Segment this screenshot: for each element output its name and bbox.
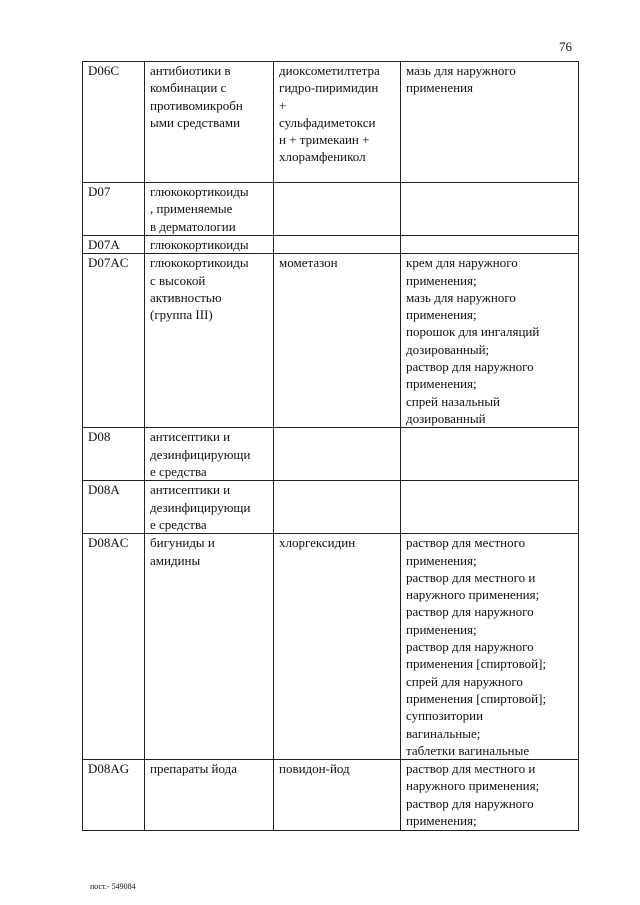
drug-name-cell bbox=[274, 183, 401, 236]
group-name-cell: глюкокортикоиды с высокой активностью (группа III) bbox=[145, 254, 274, 428]
atc-code-cell: D08 bbox=[83, 428, 145, 481]
group-name-cell: антисептики и дезинфицирующи е средства bbox=[145, 428, 274, 481]
table-row bbox=[83, 236, 579, 254]
group-name-cell: глюкокортикоиды bbox=[145, 236, 274, 254]
group-name-cell: глюкокортикоиды , применяемые в дерматологии bbox=[145, 183, 274, 236]
drug-name-cell bbox=[274, 236, 401, 254]
table-row bbox=[83, 481, 579, 534]
drug-name-cell bbox=[274, 481, 401, 534]
dosage-forms-cell bbox=[401, 428, 579, 481]
page-number: 76 bbox=[559, 39, 572, 54]
group-name-cell: антисептики и дезинфицирующи е средства bbox=[145, 481, 274, 534]
group-name-cell: антибиотики в комбинации с противомикробн ыми средствами bbox=[145, 62, 274, 183]
table-row bbox=[83, 183, 579, 236]
dosage-forms-cell bbox=[401, 236, 579, 254]
document-footer: пост.- 549084 bbox=[90, 882, 136, 891]
drug-name-cell: повидон-йод bbox=[274, 760, 401, 831]
group-name-cell: бигуниды и амидины bbox=[145, 534, 274, 760]
atc-code-cell: D08A bbox=[83, 481, 145, 534]
atc-code-cell: D07AC bbox=[83, 254, 145, 428]
atc-code-cell: D06C bbox=[83, 62, 145, 183]
drug-name-cell: хлоргексидин bbox=[274, 534, 401, 760]
drug-name-cell bbox=[274, 428, 401, 481]
atc-code-cell: D07A bbox=[83, 236, 145, 254]
atc-code-cell: D07 bbox=[83, 183, 145, 236]
table-row bbox=[83, 428, 579, 481]
drug-name-cell: диоксометилтетра гидро-пиримидин + сульфадиметокси н + тримекаин + хлорамфеникол bbox=[274, 62, 401, 183]
group-name-cell: препараты йода bbox=[145, 760, 274, 831]
dosage-forms-cell: раствор для местного и наружного применения; раствор для наружного применения; bbox=[401, 760, 579, 831]
dosage-forms-cell bbox=[401, 481, 579, 534]
dosage-forms-cell: раствор для местного применения; раствор для местного и наружного применения; раствор для наружного применения; раствор для наружного применения [спиртовой]; спрей для наружного применения [спиртовой]; суппозитории вагинальные; таблетки вагинальные bbox=[401, 534, 579, 760]
atc-code-cell: D08AC bbox=[83, 534, 145, 760]
drug-classification-table bbox=[82, 61, 579, 831]
dosage-forms-cell: крем для наружного применения; мазь для наружного применения; порошок для ингаляций дозированный; раствор для наружного применения; спрей назальный дозированный bbox=[401, 254, 579, 428]
atc-code-cell: D08AG bbox=[83, 760, 145, 831]
table-row bbox=[83, 760, 579, 831]
table-row bbox=[83, 254, 579, 428]
dosage-forms-cell bbox=[401, 183, 579, 236]
table-row bbox=[83, 62, 579, 183]
drug-name-cell: мометазон bbox=[274, 254, 401, 428]
table-row bbox=[83, 534, 579, 760]
dosage-forms-cell: мазь для наружного применения bbox=[401, 62, 579, 183]
